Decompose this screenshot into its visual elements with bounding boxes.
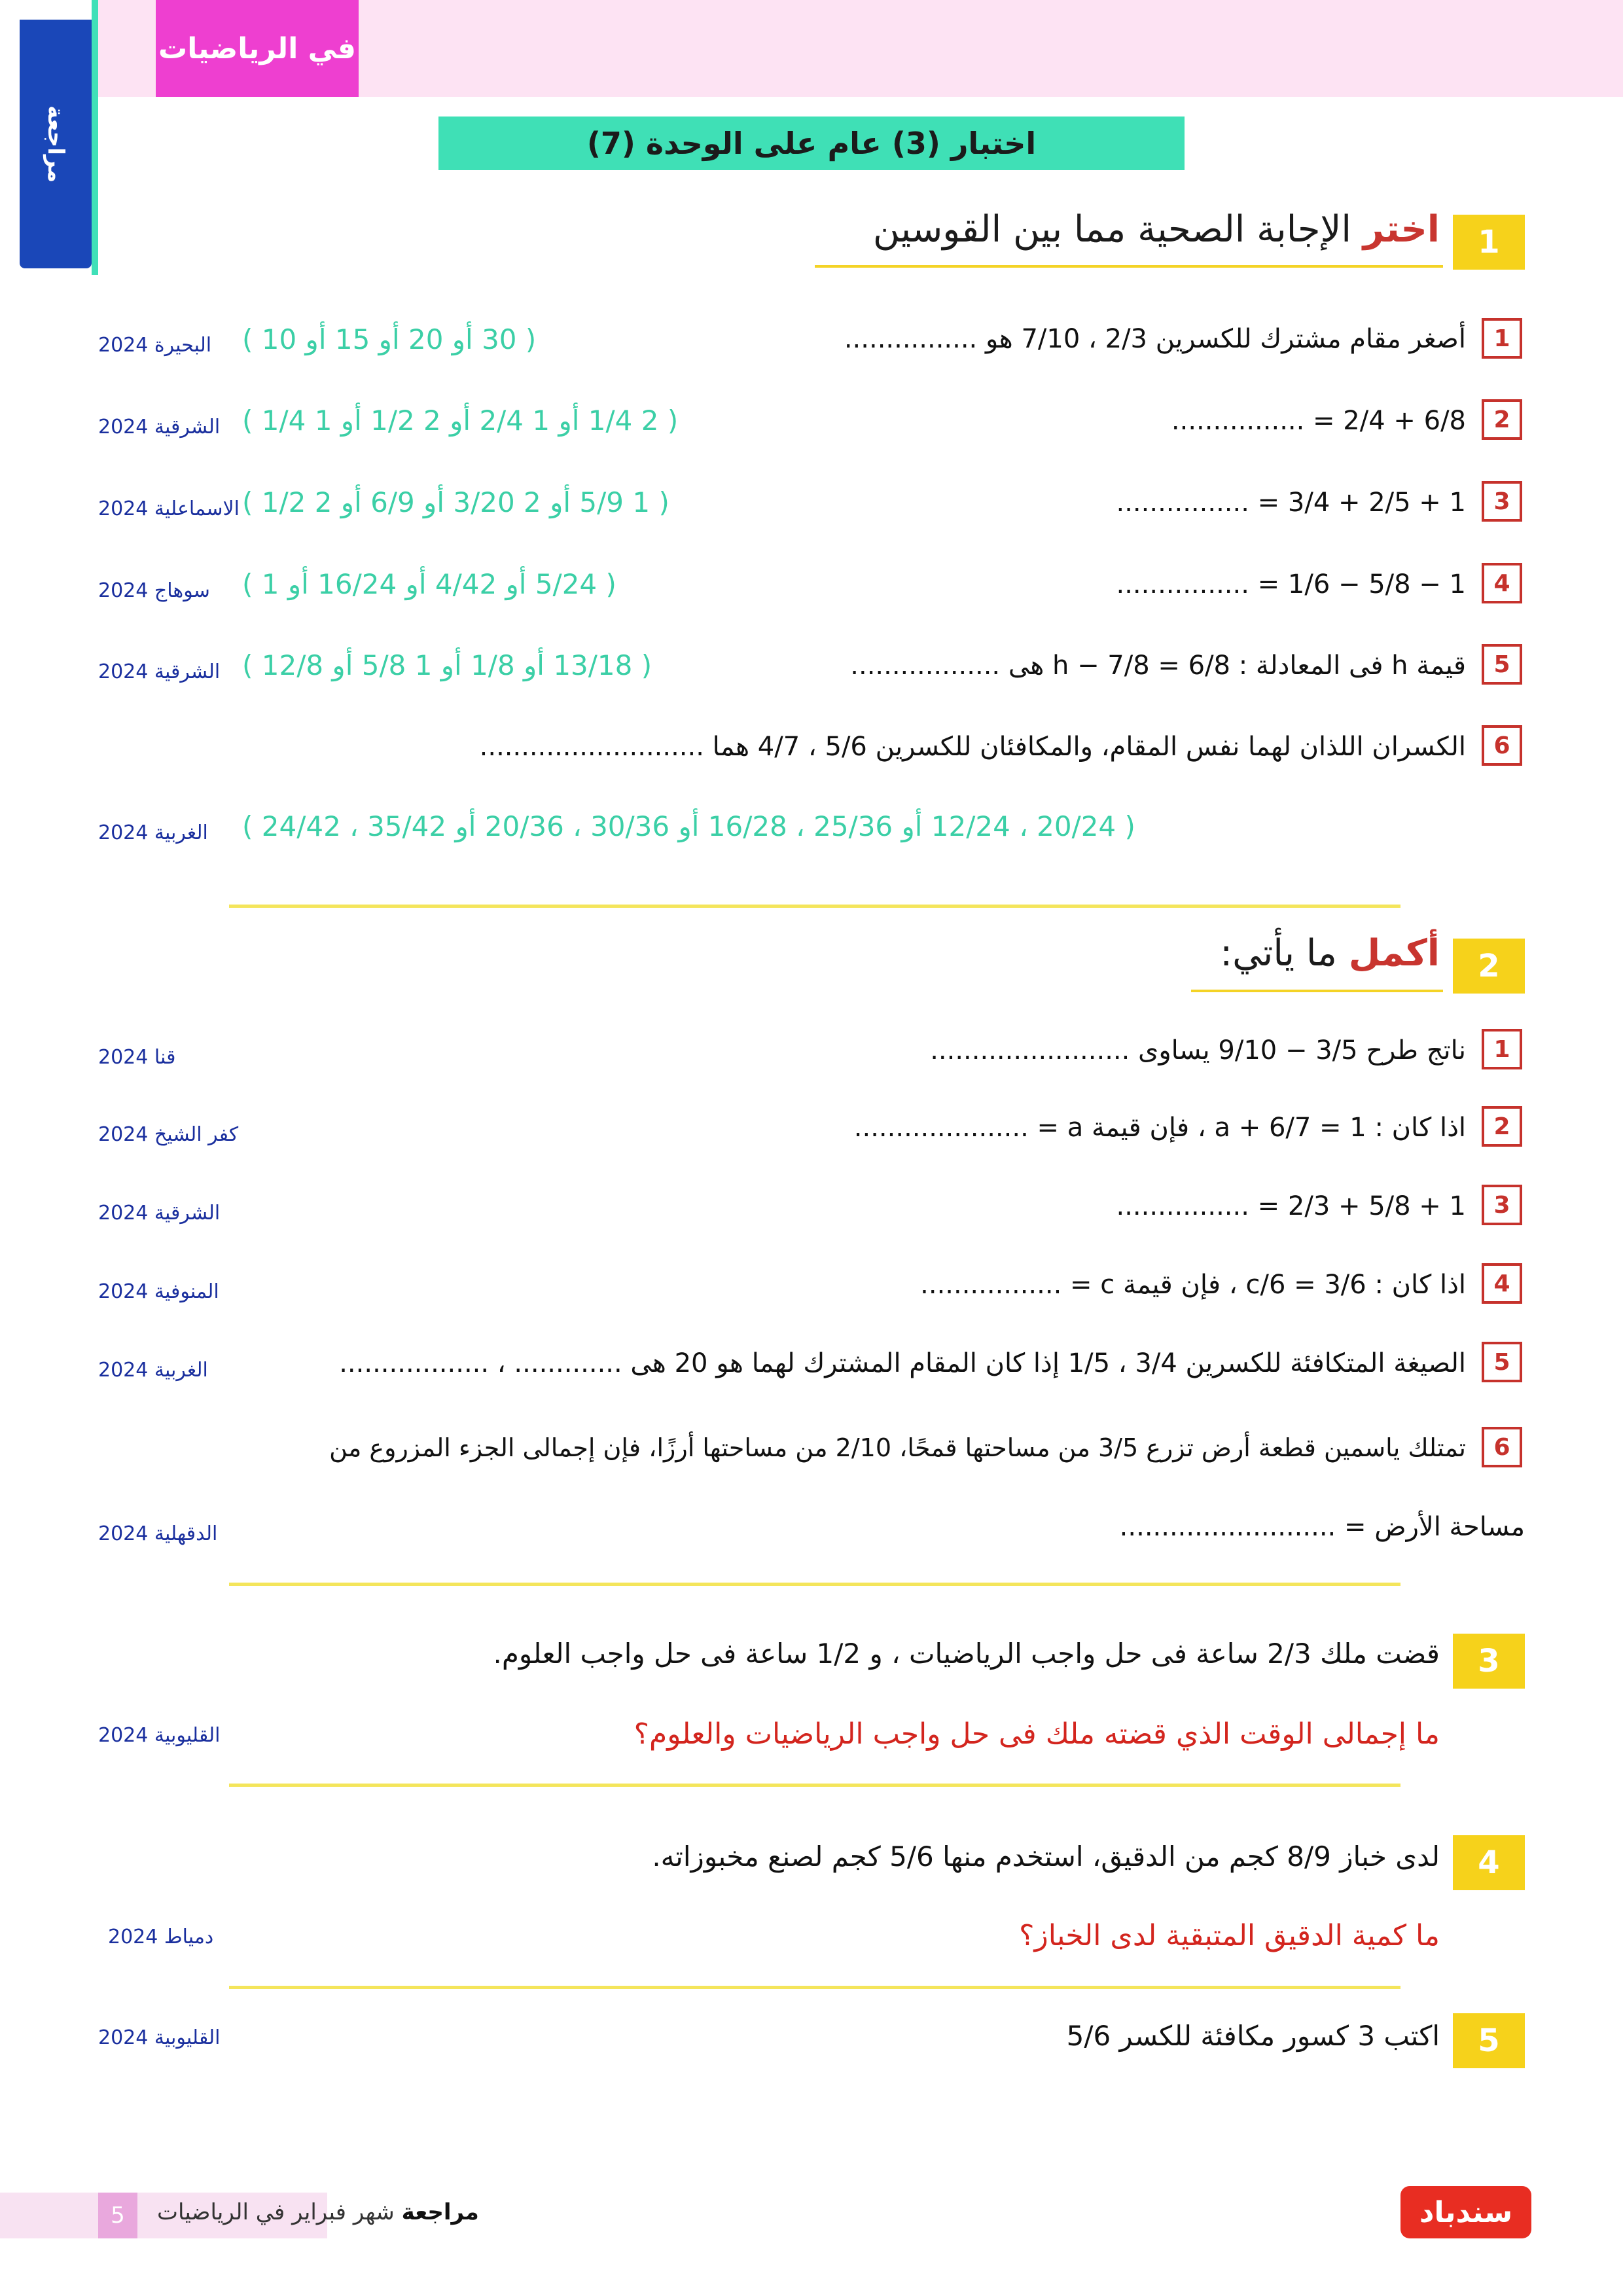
- question-text: تمتلك ياسمين قطعة أرض تزرع 3/5 من مساحتها قمحًا، 2/10 من مساحتها أرزًا، فإن إجمالى الجزء المزروع من: [329, 1433, 1466, 1462]
- source: الشرقية 2024: [98, 660, 221, 683]
- choices: ( 13/18 أو 1/8 أو 1 5/8 أو 12/8 ): [242, 649, 652, 681]
- problem-text: لدى خباز 8/9 كجم من الدقيق، استخدم منها 5/6 كجم لصنع مخبوزاته.: [652, 1840, 1440, 1873]
- section-4-badge: 4: [1453, 1835, 1525, 1890]
- q-number: 3: [1482, 1185, 1522, 1225]
- question-text: 1 + 2/5 + 3/4 = ................: [1116, 488, 1466, 518]
- source: الدقهلية 2024: [98, 1522, 218, 1545]
- choices: ( 5/24 أو 4/42 أو 16/24 أو 1 ): [242, 568, 616, 600]
- source: القليوبية 2024: [98, 1724, 221, 1747]
- section-2-title: أكمل ما يأتي:: [1220, 932, 1440, 975]
- choices: ( 30 أو 20 أو 15 أو 10 ): [242, 323, 537, 355]
- problem-question: ما إجمالى الوقت الذي قضته ملك فى حل واجب الرياضيات والعلوم؟: [633, 1717, 1440, 1751]
- question-text: قيمة h فى المعادلة : h − 7/8 = 6/8 هى ..................: [850, 651, 1466, 681]
- choices: ( 1 5/9 أو 2 3/20 أو 6/9 أو 2 1/2 ): [242, 486, 669, 518]
- question-text: أصغر مقام مشترك للكسرين 2/3 ، 7/10 هو ................: [844, 324, 1466, 354]
- question-text-cont: مساحة الأرض = ..........................: [1119, 1512, 1525, 1542]
- test-title: اختبار (3) عام على الوحدة (7): [438, 117, 1185, 170]
- problem-text: اكتب 3 كسور مكافئة للكسر 5/6: [1066, 2020, 1440, 2052]
- source: الشرقية 2024: [98, 1202, 221, 1225]
- q-number: 2: [1482, 399, 1522, 440]
- q-number: 1: [1482, 318, 1522, 359]
- q-number: 1: [1482, 1029, 1522, 1069]
- section-1-badge: 1: [1453, 215, 1525, 270]
- question-text: الكسران اللذان لهما نفس المقام، والمكافئان للكسرين 5/6 ، 4/7 هما ...........................: [479, 732, 1466, 762]
- question-text: ناتج طرح 3/5 − 9/10 يساوى ........................: [930, 1035, 1466, 1066]
- q-number: 2: [1482, 1106, 1522, 1147]
- section-divider: [229, 905, 1400, 908]
- source: دمياط 2024: [108, 1926, 214, 1948]
- source: الشرقية 2024: [98, 416, 221, 439]
- footer-label: مراجعة شهر فبراير في الرياضيات: [157, 2199, 479, 2225]
- publisher-logo: سندباد: [1400, 2186, 1531, 2238]
- choices: ( 20/24 ، 12/24 أو 25/36 ، 16/28 أو 30/36 ، 20/36 أو 35/42 ، 24/42 ): [242, 810, 1135, 842]
- question-text: 1 + 5/8 + 2/3 = ................: [1116, 1191, 1466, 1221]
- page-number: 5: [98, 2193, 137, 2238]
- section-divider: [229, 1583, 1400, 1586]
- question-text: الصيغة المتكافئة للكسرين 3/4 ، 1/5 إذا كان المقام المشترك لهما هو 20 هى ............. ، ..................: [339, 1348, 1466, 1378]
- q-number: 6: [1482, 725, 1522, 766]
- section-1-underline: [815, 265, 1443, 268]
- problem-question: ما كمية الدقيق المتبقية لدى الخباز؟: [1019, 1919, 1440, 1952]
- source: قنا 2024: [98, 1046, 176, 1069]
- source: البحيرة 2024: [98, 334, 212, 357]
- brand-vertical: مراجعة: [20, 20, 92, 268]
- q-number: 5: [1482, 644, 1522, 685]
- source: الاسماعلية 2024: [98, 497, 240, 520]
- question-text: 6/8 + 2/4 = ................: [1171, 406, 1466, 436]
- section-divider: [229, 1986, 1400, 1989]
- choices: ( 2 1/4 أو 1 2/4 أو 2 1/2 أو 1 1/4 ): [242, 404, 679, 437]
- q-number: 5: [1482, 1342, 1522, 1382]
- q-number: 4: [1482, 563, 1522, 603]
- subject-tab: في الرياضيات: [156, 0, 359, 97]
- question-text: 1 − 5/8 − 1/6 = ................: [1116, 569, 1466, 600]
- section-5-badge: 5: [1453, 2013, 1525, 2068]
- source: كفر الشيخ 2024: [98, 1123, 239, 1146]
- source: الغربية 2024: [98, 1359, 208, 1382]
- section-2-underline: [1191, 990, 1443, 992]
- source: القليوبية 2024: [98, 2026, 221, 2049]
- problem-text: قضت ملك 2/3 ساعة فى حل واجب الرياضيات ، و 1/2 ساعة فى حل واجب العلوم.: [493, 1638, 1440, 1670]
- source: سوهاج 2024: [98, 579, 210, 602]
- question-text: اذا كان : 1 = a + 6/7 ، فإن قيمة a = .....................: [853, 1113, 1466, 1143]
- section-2-badge: 2: [1453, 939, 1525, 994]
- q-number: 6: [1482, 1427, 1522, 1467]
- source: المنوفية 2024: [98, 1280, 219, 1303]
- section-1-title: اختر الإجابة الصحية مما بين القوسين: [872, 208, 1440, 251]
- section-divider: [229, 1784, 1400, 1787]
- q-number: 4: [1482, 1263, 1522, 1304]
- question-text: اذا كان : 3/6 = 6/c ، فإن قيمة c = .................: [920, 1270, 1466, 1300]
- source: الغربية 2024: [98, 821, 208, 844]
- section-3-badge: 3: [1453, 1634, 1525, 1689]
- q-number: 3: [1482, 481, 1522, 522]
